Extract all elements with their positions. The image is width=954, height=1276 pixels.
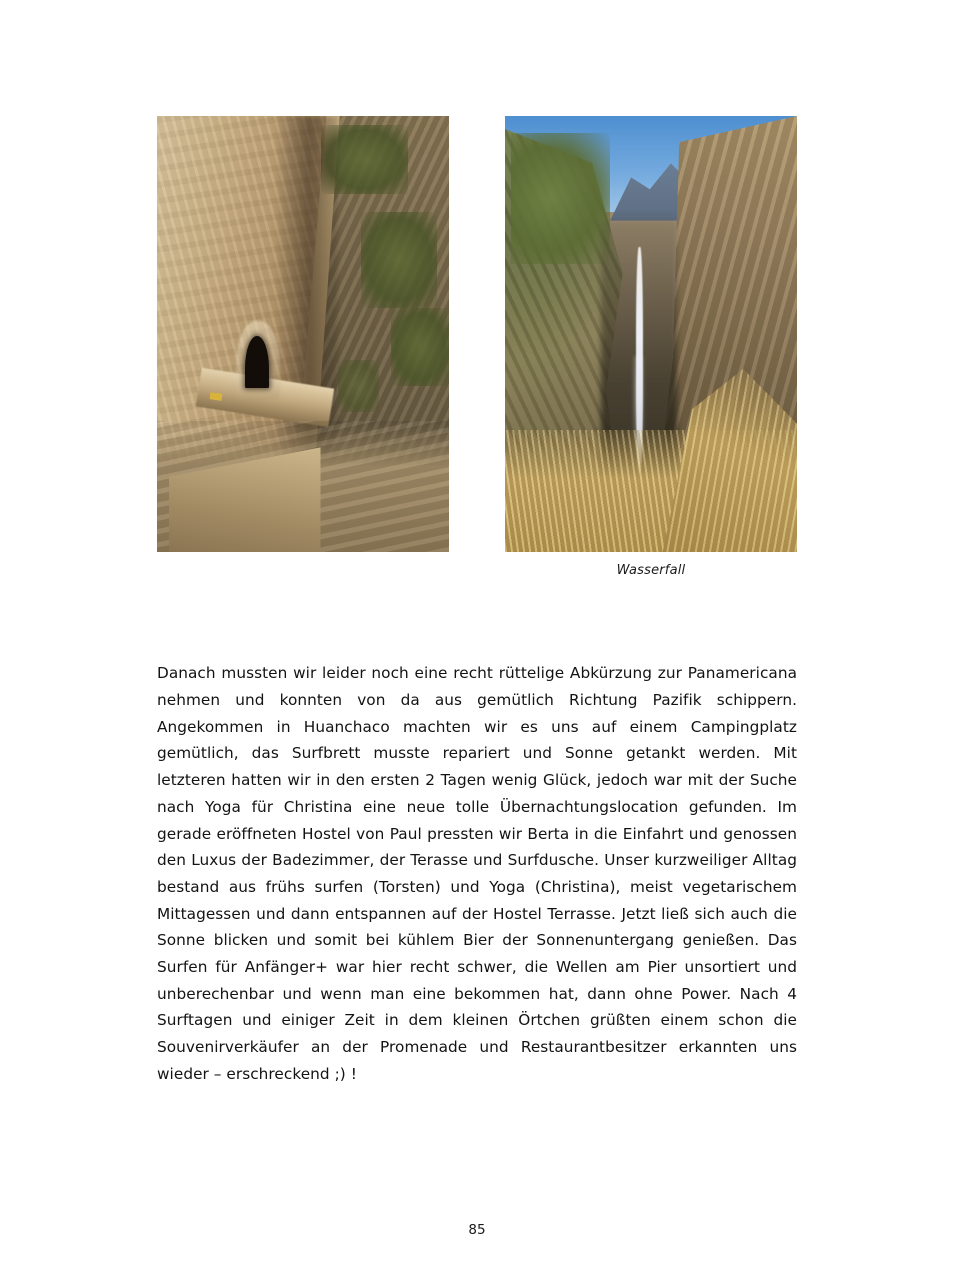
yellow-rock-marking	[209, 392, 222, 401]
body-paragraph: Danach mussten wir leider noch eine recht rüttelige Abkürzung zur Panamericana nehmen und konnten von da aus gemütlich Richtung Pazifik schippern. Angekommen in Huanchaco machten wir es uns auf einem Campingplatz gemütlich, das Surfbrett musste repariert und Sonne getankt werden. Mit letzteren hatten wir in den ersten 2 Tagen wenig Glück, jedoch war mit der Suche nach Yoga für Christina eine neue tolle Übernachtungslocation gefunden. Im gerade eröffneten Hostel von Paul pressten wir Berta in die Einfahrt und genossen den Luxus der Badezimmer, der Terasse und Surfdusche. Unser kurzweiliger Alltag bestand aus frühs surfen (Torsten) und Yoga (Christina), meist vegetarischem Mittagessen und dann entspannen auf der Hostel Terrasse. Jetzt ließ sich auch die Sonne blicken und somit bei kühlem Bier der Sonnenuntergang genießen. Das Surfen für Anfänger+ war hier recht schwer, die Wellen am Pier unsortiert und unberechenbar und wenn man eine bekommen hat, dann ohne Power. Nach 4 Surftagen und einiger Zeit in dem kleinen Örtchen grüßten einem schon die Souvenirverkäufer an der Promenade und Restaurantbesitzer erkannten uns wieder – erschreckend ;) !	[157, 664, 797, 1083]
canyon-vegetation	[391, 308, 449, 386]
figure-row	[157, 116, 797, 578]
page-number: 85	[468, 1222, 486, 1238]
canyon-vegetation	[338, 360, 379, 412]
figure-canyon-tunnel	[157, 116, 449, 563]
ridge-vegetation	[511, 133, 610, 264]
figure-waterfall	[505, 116, 797, 578]
waterfall-photo	[505, 116, 797, 552]
canyon-vegetation	[361, 212, 437, 308]
canyon-tunnel-photo	[157, 116, 449, 552]
figure-caption-waterfall: Wasserfall	[616, 563, 686, 578]
